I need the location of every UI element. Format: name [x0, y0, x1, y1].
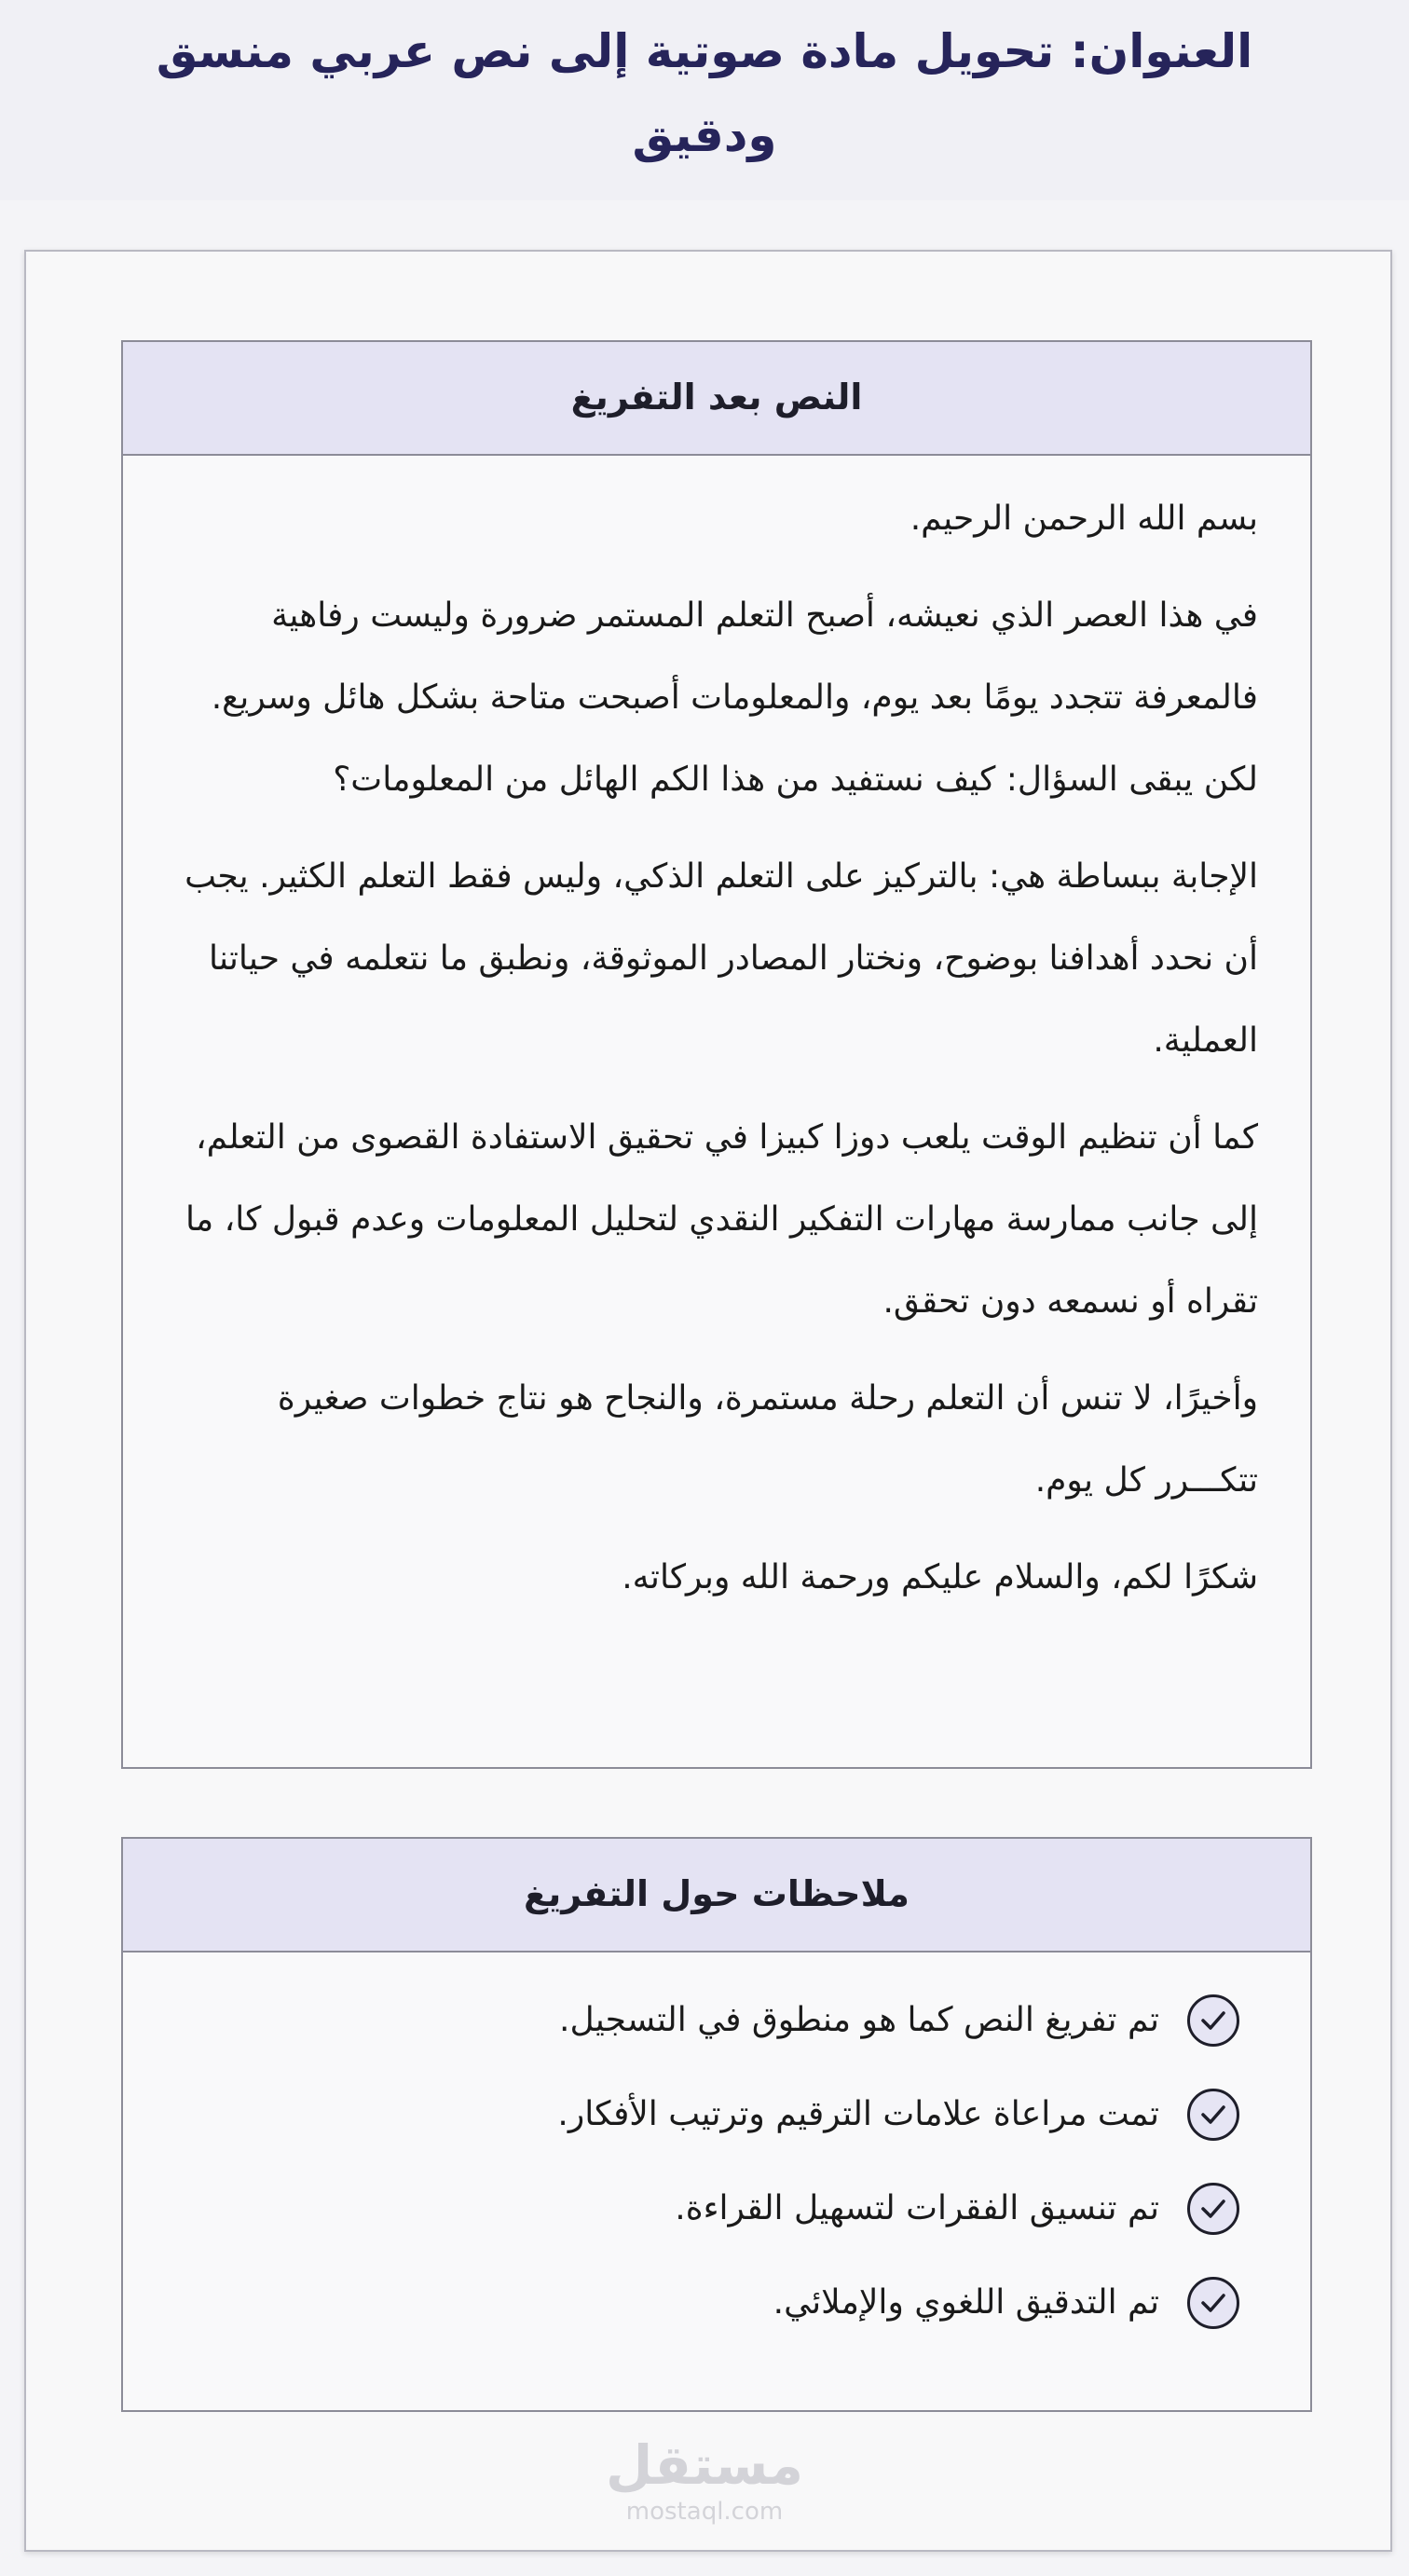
watermark	[0, 2432, 1409, 2526]
check-circle-icon	[1187, 2277, 1239, 2329]
transcript-panel	[121, 340, 1312, 1769]
note-item	[194, 2161, 1239, 2255]
transcript-paragraph: كما أن تنظيم الوقت يلعب دوزا كبيزا في تحقيق الاستفادة القصوى من التعلم، إلى جانب ممارسة مهارات التفكير النقدي لتحليل المعلومات وعدم قبول كا، ما تقراه أو نسمعه دون تحقق.	[185, 1118, 1258, 1321]
note-item	[194, 1973, 1239, 2067]
watermark-domain: mostaql.com	[625, 2498, 784, 2526]
note-text: تم التدقيق اللغوي والإملائي.	[773, 2283, 1159, 2322]
notes-list	[123, 1953, 1310, 2350]
note-item	[194, 2067, 1239, 2161]
check-circle-icon	[1187, 1994, 1239, 2047]
notes-panel	[121, 1837, 1312, 2412]
transcript-paragraph: في هذا العصر الذي نعيشه، أصبح التعلم المستمر ضرورة وليست رفاهية فالمعرفة تتجدد يومًا بعد يوم، والمعلومات أصبحت متاحة بشكل هائل وسريع. لكن يبقى السؤال: كيف نستفيد من هذا الكم الهائل من المعلومات؟	[211, 596, 1258, 799]
transcript-paragraph: شكرًا لكم، والسلام عليكم ورحمة الله وبركاته.	[622, 1558, 1258, 1596]
note-text: تم تنسيق الفقرات لتسهيل القراءة.	[675, 2189, 1159, 2227]
transcript-heading: النص بعد التفريغ	[123, 342, 1310, 456]
transcript-body	[123, 456, 1310, 1619]
note-text: تمت مراعاة علامات الترقيم وترتيب الأفكار.	[557, 2095, 1159, 2133]
note-item	[194, 2255, 1239, 2350]
notes-heading: ملاحظات حول التفريغ	[123, 1839, 1310, 1953]
check-circle-icon	[1187, 2089, 1239, 2141]
transcript-paragraph: الإجابة ببساطة هي: بالتركيز على التعلم الذكي، وليس فقط التعلم الكثير. يجب أن نحدد أهدافنا بوضوح، ونختار المصادر الموثوقة، ونطبق ما نتعلمه في حياتنا العملية.	[185, 857, 1258, 1060]
note-text: تم تفريغ النص كما هو منطوق في التسجيل.	[559, 2001, 1159, 2039]
transcript-paragraph: بسم الله الرحمن الرحيم.	[910, 500, 1258, 538]
page-title: العنوان: تحويل مادة صوتية إلى نص عربي منسق ودقيق	[156, 24, 1253, 162]
transcript-paragraph: وأخيرًا، لا تنس أن التعلم رحلة مستمرة، والنجاح هو نتاج خطوات صغيرة تتكـــرر كل يوم.	[277, 1379, 1258, 1500]
watermark-logo: مستقل	[605, 2433, 804, 2497]
check-circle-icon	[1187, 2183, 1239, 2235]
